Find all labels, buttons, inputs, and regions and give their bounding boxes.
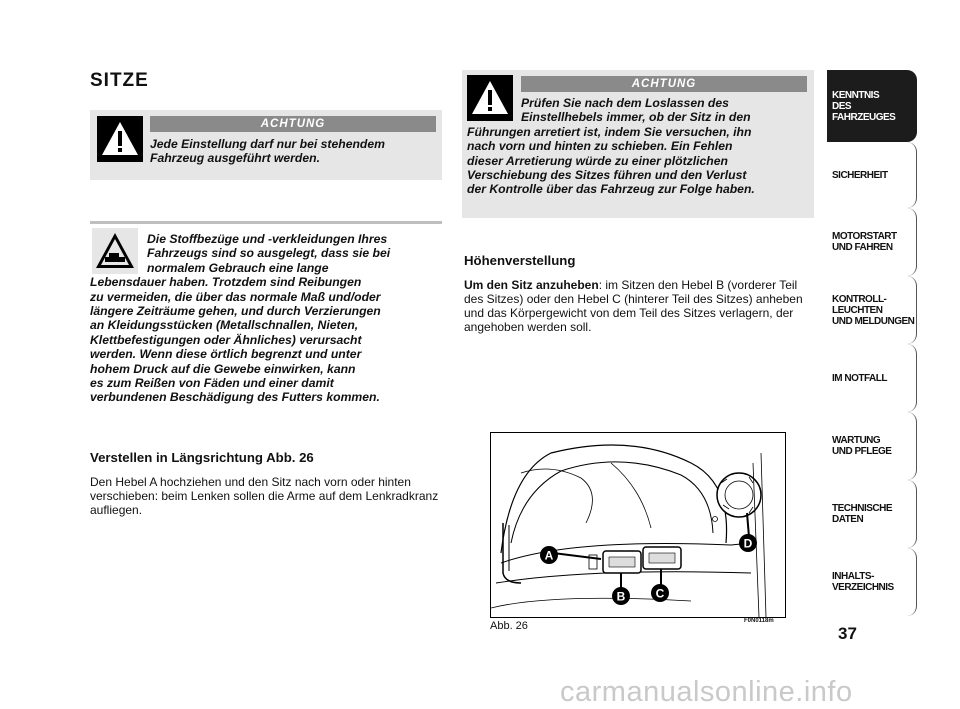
note-line: zu vermeiden, die über das normale Maß und/oder — [90, 289, 381, 304]
warning-box — [90, 110, 442, 180]
warning-line: der Kontrolle über das Fahrzeug zur Folge haben. — [467, 182, 755, 197]
section-body — [464, 278, 814, 334]
note-line: Fahrzeugs sind so ausgelegt, dass sie bei — [147, 246, 391, 261]
section-lead: Um den Sitz anzuheben — [464, 278, 599, 292]
page-number: 37 — [838, 624, 857, 643]
label-c — [651, 584, 669, 602]
figure-caption: Abb. 26 — [490, 620, 528, 632]
section-heading: Höhenverstellung — [464, 253, 576, 268]
note-line: werden. Wenn diese örtlich begrenzt und unter — [90, 347, 362, 362]
label-d — [739, 534, 757, 552]
warning-icon — [97, 116, 143, 162]
warning-header: ACHTUNG — [150, 116, 436, 132]
warning-line: Verschiebung des Sitzes führen und den Verlust — [467, 168, 747, 183]
watermark: carmanualsonline.info — [560, 676, 853, 708]
tab-inhaltsverzeichnis[interactable]: INHALTS- VERZEICHNIS — [827, 548, 917, 616]
note-line: Klettbefestigungen oder Ähnliches) verursacht — [90, 332, 362, 347]
tab-sicherheit[interactable]: SICHERHEIT — [827, 142, 917, 208]
note-line: Die Stoffbezüge und -verkleidungen Ihres — [147, 232, 388, 246]
label-b — [612, 587, 630, 605]
warning-line: Führungen arretiert ist, indem Sie versuchen, ihn — [467, 124, 752, 139]
warning-text: Jede Einstellung darf nur bei stehendem Fahrzeug ausgeführt werden. — [150, 137, 385, 166]
note-text — [90, 232, 445, 405]
tab-technische-daten[interactable]: TECHNISCHE DATEN — [827, 480, 917, 548]
note-line: Lebensdauer haben. Trotzdem sind Reibungen — [90, 275, 362, 290]
section-heading: Verstellen in Längsrichtung Abb. 26 — [90, 450, 314, 465]
tab-kontroll-leuchten[interactable]: KONTROLL- LEUCHTEN UND MELDUNGEN — [827, 276, 917, 344]
figure-code: F0N0118m — [744, 618, 774, 624]
page-title: SITZE — [90, 70, 149, 91]
warning-box — [462, 70, 814, 218]
warning-line: nach vorn und hinten zu schieben. Ein Fehlen — [467, 139, 733, 154]
warning-line: Prüfen Sie nach dem Loslassen des — [521, 96, 729, 110]
note-line: längere Zeiträume gehen, und durch Verzierungen — [90, 304, 381, 319]
svg-text:B: B — [616, 589, 626, 604]
warning-line: Einstellhebels immer, ob der Sitz in den — [521, 110, 751, 125]
note-line: an Kleidungsstücken (Metallschnallen, Nieten, — [90, 318, 359, 333]
note-line: hohem Druck auf die Gewebe einwirken, kann — [90, 361, 356, 376]
section-body-text: : im Sitzen den Hebel B (vorderer Teil des Sitzes) oder den Hebel C (hinterer Teil des Sitzes) anheben und das Körpergewicht von dem Teil des Sitzes verlagern, der angehoben werden soll. — [464, 278, 803, 334]
section-body: Den Hebel A hochziehen und den Sitz nach vorn oder hinten verschieben: beim Lenken sollen die Arme auf dem Lenkradkranz aufliegen. — [90, 475, 439, 517]
note-line: verbundenen Beschädigung des Futters kommen. — [90, 390, 380, 405]
warning-line: dieser Arretierung würde zu einer plötzlichen — [467, 153, 728, 168]
warning-header: ACHTUNG — [521, 76, 807, 92]
note-line: normalem Gebrauch eine lange — [147, 260, 329, 275]
divider — [90, 221, 442, 224]
tab-wartung[interactable]: WARTUNG UND PFLEGE — [827, 412, 917, 480]
warning-text — [467, 96, 812, 197]
svg-text:C: C — [655, 586, 665, 601]
figure-seat-levers — [490, 432, 786, 618]
note-line: es zum Reißen von Fäden und einer damit — [90, 376, 334, 391]
label-a — [540, 546, 558, 564]
svg-text:A: A — [544, 548, 554, 563]
tab-im-notfall[interactable]: IM NOTFALL — [827, 344, 917, 412]
svg-text:D: D — [743, 536, 753, 551]
tab-motorstart[interactable]: MOTORSTART UND FAHREN — [827, 208, 917, 276]
tab-kenntnis[interactable]: KENNTNIS DES FAHRZEUGES — [827, 70, 917, 142]
